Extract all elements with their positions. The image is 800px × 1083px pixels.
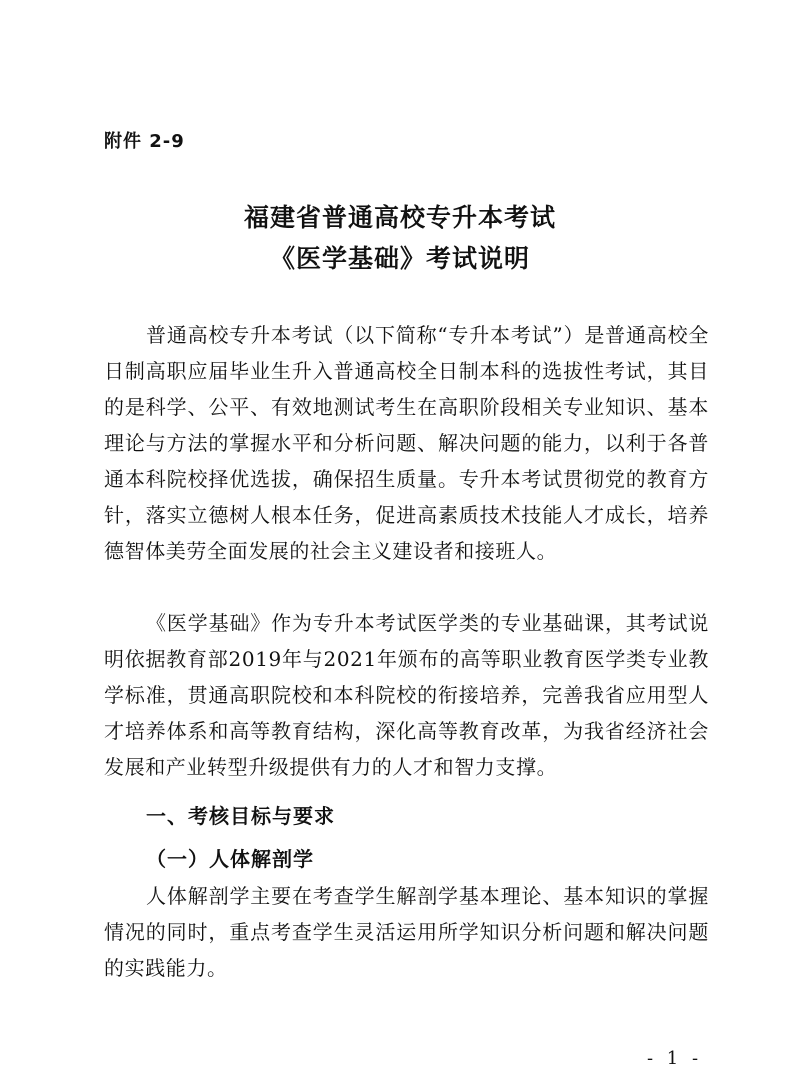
page-number: - 1 - <box>647 1048 703 1069</box>
anatomy-paragraph: 人体解剖学主要在考查学生解剖学基本理论、基本知识的掌握情况的同时，重点考查学生灵活运用所学知识分析问题和解决问题的实践能力。 <box>104 884 709 980</box>
subsection-heading: （一）人体解剖学 <box>146 847 314 871</box>
document-subtitle: 《医学基础》考试说明 <box>269 244 530 273</box>
section-heading: 一、考核目标与要求 <box>146 804 335 828</box>
intro-paragraph: 普通高校专升本考试（以下简称“专升本考试”）是普通高校全日制高职应届毕业生升入普通高校全日制本科的选拔性考试，其目的是科学、公平、有效地测试考生在高职阶段相关专业知识、基本理论与方法的掌握水平和分析问题、解决问题的能力，以利于各普通本科院校择优选拔，确保招生质量。专升本考试贯彻党的教育方针，落实立德树人根本任务，促进高素质技术技能人才成长，培养德智体美劳全面发展的社会主义建设者和接班人。 <box>104 323 709 563</box>
attachment-label: 附件 2-9 <box>104 131 185 152</box>
document-title: 福建省普通高校专升本考试 <box>243 203 556 232</box>
course-paragraph: 《医学基础》作为专升本考试医学类的专业基础课，其考试说明依据教育部2019年与2021年颁布的高等职业教育医学类专业教学标准，贯通高职院校和本科院校的衔接培养，完善我省应用型人才培养体系和高等教育结构，深化高等教育改革，为我省经济社会发展和产业转型升级提供有力的人才和智力支撑。 <box>104 611 709 779</box>
